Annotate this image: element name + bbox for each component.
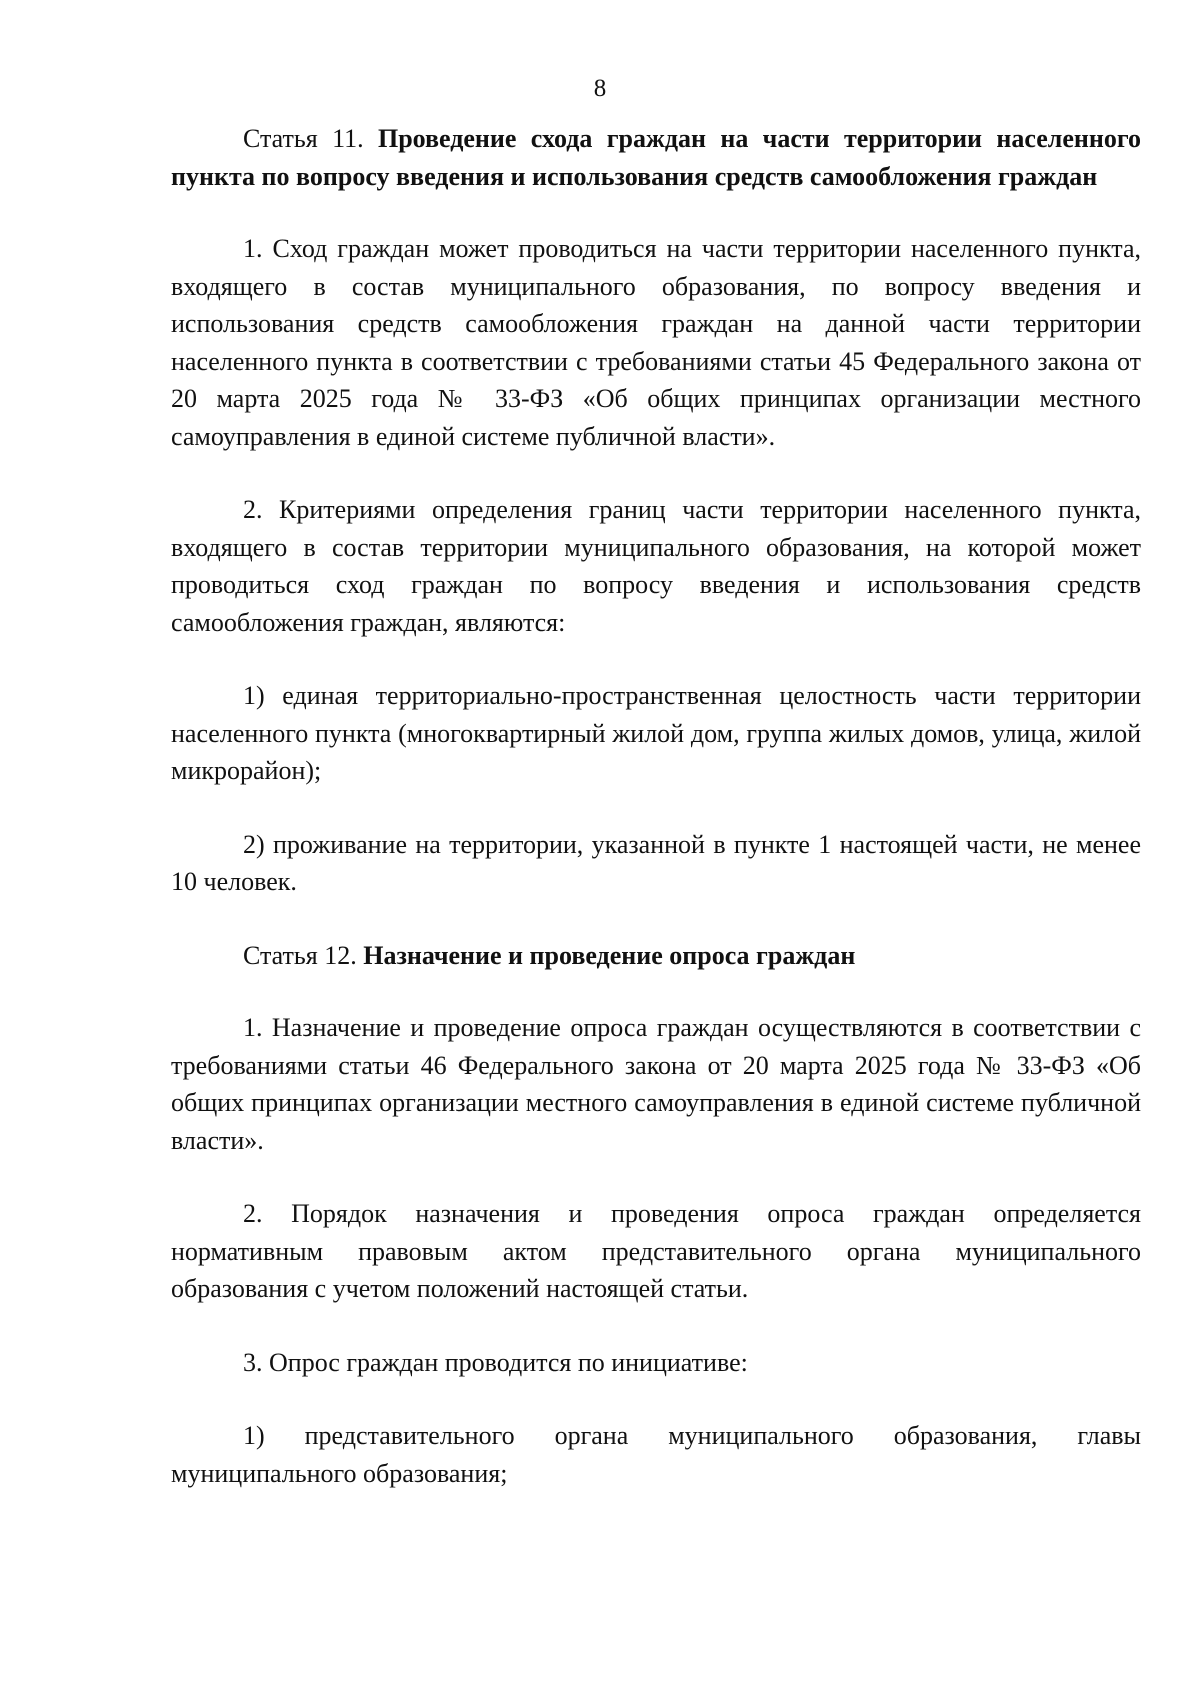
article-12-paragraph-1: 1. Назначение и проведение опроса граждан осуществляются в соответствии с требованиями статьи 46 Федерального закона от 20 марта 2025 года № 33-ФЗ «Об общих принципах организации местного самоуправления в единой системе публичной власти». — [171, 1013, 1141, 1155]
article-11-title: Проведение схода граждан на части территории населенного пункта по вопросу введения и использования средств самообложения граждан — [171, 124, 1142, 191]
article-11-item-2: 2) проживание на территории, указанной в пункте 1 настоящей части, не менее 10 человек. — [171, 829, 1141, 896]
article-11-heading — [171, 120, 1141, 195]
article-12-title: Назначение и проведение опроса граждан — [363, 940, 856, 970]
article-11-label: Статья 11. — [243, 124, 364, 153]
article-11 — [171, 120, 1141, 901]
article-12 — [171, 937, 1141, 1493]
article-12-heading — [171, 937, 1141, 975]
document-body — [171, 120, 1141, 1492]
page-number: 8 — [593, 75, 607, 102]
article-11-item-1: 1) единая территориально-пространственная целостность части территории населенного пункта (многоквартирный жилой дом, группа жилых домов, улица, жилой микрорайон); — [171, 681, 1141, 785]
article-12-paragraph-3: 3. Опрос граждан проводится по инициативе: — [243, 1347, 748, 1377]
article-12-item-1: 1) представительного органа муниципального образования, главы муниципального образования; — [171, 1421, 1141, 1488]
article-12-paragraph-2: 2. Порядок назначения и проведения опроса граждан определяется нормативным правовым актом представительного органа муниципального образования с учетом положений настоящей статьи. — [171, 1199, 1141, 1303]
article-11-paragraph-1: 1. Сход граждан может проводиться на части территории населенного пункта, входящего в состав муниципального образования, по вопросу введения и использования средств самообложения граждан на данной части территории населенного пункта в соответствии с требованиями статьи 45 Федерального закона от 20 марта 2025 года № 33-ФЗ «Об общих принципах организации местного самоуправления в единой системе публичной власти». — [171, 234, 1141, 451]
article-11-paragraph-2: 2. Критериями определения границ части территории населенного пункта, входящего в состав территории муниципального образования, на которой может проводиться сход граждан по вопросу введения и использования средств самообложения граждан, являются: — [171, 495, 1141, 637]
article-12-label: Статья 12. — [243, 940, 357, 970]
